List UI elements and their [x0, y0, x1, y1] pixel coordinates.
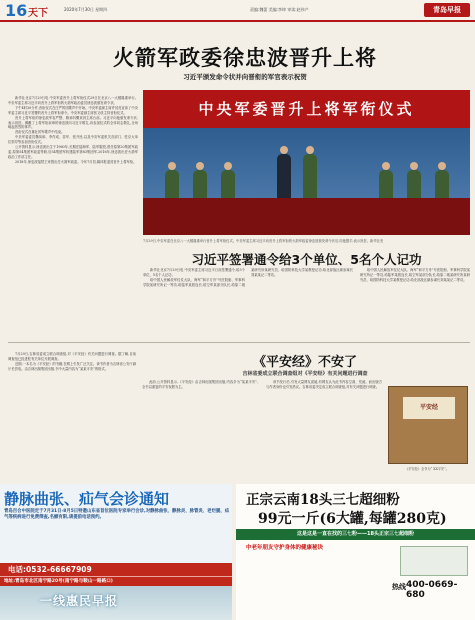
paragraph: 该书发行后,引发大量网友质疑,有网友认为此书内容空洞、荒诞。而出版方与作者身份也引发热议。吉林省委决定成立联合调查组,对有关问题进行调查。	[266, 380, 382, 389]
paragraph: 晋升上将军衔的徐忠波军容严整、精神抖擞来到主席台前。习近平向他颁发命令状,表示祝贺。佩戴了上将军衔肩章的徐忠波向习近平敬礼,向参加仪式的全体同志敬礼,全场响起热烈的掌声。	[8, 115, 138, 130]
sanqi-ad-highlight: 中老年朋友守护身体的健康秘诀	[246, 545, 324, 551]
book-caption: 《平安经》全书为“ XX平安”。	[405, 467, 449, 471]
third-article-body	[142, 380, 382, 478]
sanqi-ad-phone-label: 热线	[392, 583, 406, 591]
photo-banner: 中央军委晋升上将军衔仪式	[143, 90, 470, 128]
page-header	[0, 0, 475, 22]
paragraph: 新华社北京7月29日电 中央军委主席习近平日前签署通令,给3个单位、5名个人记功。	[143, 268, 245, 277]
paragraph: 此前,公开资料显示,《平安经》由吉林出版集团出版,内容多为“某某平安”,全书以重复的平安祝愿为主。	[142, 380, 258, 389]
second-article-body	[143, 268, 353, 330]
newspaper-logo: 青岛早报	[424, 3, 470, 17]
main-headline: 火箭军政委徐忠波晋升上将	[113, 46, 377, 70]
paragraph: 下午4时30分许,晋衔仪式在庄严的国歌声中开始。中央军委副主席许其亮宣读了中央军委主席习近平签署的晋升上将军衔命令。中央军委副主席张又侠主持晋衔仪式。	[8, 105, 138, 115]
second-headline: 习近平签署通令给3个单位、5名个人记功	[191, 252, 422, 267]
paragraph: 2018年,徐忠波接替王家胜出任火箭军政委。今年7月初,媒体报道其晋升上将军衔。	[15, 159, 137, 164]
paragraph: 公开资料显示,徐忠波出生于1960年,长期在陆海军、陆军服役,曾任原第20集团军政委,原第54集团军政委等职,后54集团军转建陆军第83集团军,2016年,徐忠波出任火箭军政治工作部主任。	[8, 145, 138, 159]
clinic-ad-title: 静脉曲张、疝气会诊通知	[4, 490, 170, 508]
main-article-body	[8, 96, 138, 338]
clinic-ad-phone: 电话:0532-66667909	[0, 563, 232, 576]
section-title: 天下	[28, 8, 48, 19]
second-article-body-cont	[360, 268, 470, 330]
page-number: 16	[5, 1, 28, 20]
photo-caption: 7月29日,中央军委在北京八一大楼隆重举行晋升上将军衔仪式。中央军委主席习近平向晋升上将军衔的火箭军政委徐忠波颁发命令状后,同他握手,表示祝贺。新华社发	[143, 239, 384, 243]
paragraph: 近期,一本名为《平安经》的书籍,在网上引发广泛关注。该书作者为吉林省公安厅副厅长贺电。由吉林出版集团出版,书中大量内容为“某某平安”的格式。	[8, 361, 136, 371]
main-subheadline: 习近平颁发命令状并向晋衔的军官表示祝贺	[183, 73, 307, 81]
sanqi-ad-title: 正宗云南18头三七超细粉	[246, 492, 400, 508]
sanqi-ad-price: 99元一斤(6大罐,每罐280克)	[258, 511, 447, 527]
clinic-ad-slogan: 一线惠民早报	[40, 594, 119, 608]
third-article-col1	[8, 352, 136, 478]
sanqi-ad-bar: 这是这是一直在找的三七粉——18头正宗三七超细粉	[236, 529, 475, 540]
photo-carpet	[143, 198, 470, 235]
book-cover-image	[388, 386, 468, 464]
sanqi-ad-product-box	[400, 546, 468, 576]
paragraph: 新华社北京7月29日电 中央军委晋升上将军衔仪式29日在北京八一大楼隆重举行。中央军委主席习近平向晋升上将军衔的火箭军政治委员徐忠波颁发命令状。	[8, 96, 138, 105]
third-subheadline: 吉林省委成立联合调查组对《平安经》有关问题进行调查	[242, 371, 368, 377]
book-title: 平安经	[403, 397, 455, 419]
issue-date: 2020年7月30日 星期四	[64, 7, 108, 12]
ceremony-photo	[143, 90, 470, 235]
third-headline: 《平安经》不安了	[252, 355, 357, 370]
paragraph: 晋衔仪式在雄壮的军歌声中结束。	[15, 130, 65, 135]
paragraph: 7月29日,吉林省委成立联合调查组,对《平安经》有关问题进行调查。据了解,目前调查组已经进驻有关单位开展调查。	[8, 352, 136, 361]
divider	[8, 342, 470, 343]
clinic-ad-text: 青岛百合中医院定于7月31日-8月5日特邀山东省首位医院专家举行会诊,对静脉曲张、静脉炎、脉管炎、老烂腿、疝气等疾病进行免费筛查,名额有限,请提前电话预约。	[4, 509, 230, 520]
paragraph: 中央军委委员魏凤和、李作成、苗华、张升民,以及中央军委机关各部门、驻京大单位领导等参加晋衔仪式。	[8, 135, 138, 145]
clinic-ad-address: 地址:青岛市北区南宁路20号(南宁路与鞍山一路路口)	[0, 576, 232, 586]
sanqi-ad-phone: 400-0669-680	[406, 580, 458, 600]
paragraph: 给中国人民解放军仪仗大队、海军“和平方舟”号医院船、军事科学院某研究所记一等功,给陆军某旅连长,给空军某部分队长,给原二炮某研究所某研究员、给国防科技大学某教授记功,给北部战区副参谋长刘某某记二等功。	[360, 268, 470, 282]
paragraph: 给中国人民解放军仪仗大队、海军“和平方舟”号医院船、军事科学院某研究所记一等功,给陆军某旅连长,给空军某部分队长,给原二炮某研究所某研究员、给国防科技大学某教授记功,给北部战区副参谋长刘某某记二等功。	[143, 268, 353, 287]
editor-credits: 责编:魏蕾 美编:李坤 审读:赵伟产	[250, 7, 309, 12]
